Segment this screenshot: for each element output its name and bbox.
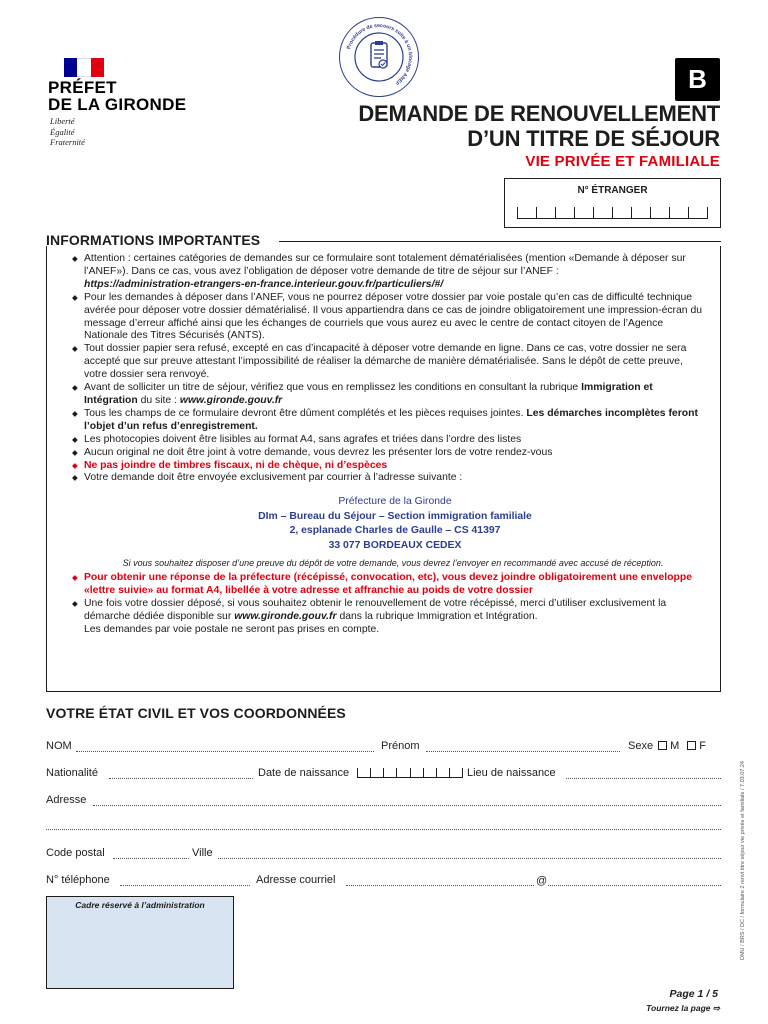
form-subtitle: VIE PRIVÉE ET FAMILIALE (525, 153, 720, 170)
numero-etranger-field[interactable] (517, 207, 708, 219)
nom-field[interactable] (76, 751, 374, 752)
page-number: Page 1 / 5 (669, 988, 718, 1000)
date-naissance-field[interactable] (357, 768, 463, 778)
postal-address (72, 485, 706, 553)
sexe-m-label: M (670, 740, 680, 752)
info-bullet-envelope-text: Pour obtenir une réponse de la préfecture (récépissé, convocation, etc), vous devez joindre obligatoirement une enveloppe «lettre suivie» au format A4, libellée à votre adresse et affranchie au poids de votre dossier (84, 572, 692, 597)
prenom-field[interactable] (426, 751, 620, 752)
nationalite-label: Nationalité (46, 767, 98, 779)
address-line-4: 33 077 BORDEAUX CEDEX (328, 539, 462, 551)
info-bullet-send (72, 472, 706, 485)
sexe-m-checkbox[interactable] (658, 741, 667, 750)
marianne-flag-logo (64, 58, 104, 77)
telephone-field[interactable] (120, 885, 250, 886)
gironde-site-link[interactable]: www.gironde.gouv.fr (179, 394, 283, 406)
info-bullet-anef (72, 253, 706, 292)
info-bullet-no-stamps-text: Ne pas joindre de timbres fiscaux, ni de chèque, ni d’espèces (84, 459, 388, 471)
info-bullet-fields (72, 408, 706, 434)
info-bullet-conditions-mid: du site : (137, 394, 180, 406)
anef-fallback-stamp-icon (339, 17, 419, 97)
address-line-1: Préfecture de la Gironde (338, 496, 452, 508)
info-heading: INFORMATIONS IMPORTANTES (46, 232, 261, 248)
info-bullet-photocopies (72, 434, 706, 447)
nom-label: NOM (46, 740, 72, 752)
info-bullet-recepisse-line2: Les demandes par voie postale ne seront pas prises en compte. (84, 623, 380, 635)
form-title-line1: DEMANDE DE RENOUVELLEMENT (358, 101, 720, 126)
nationalite-field[interactable] (109, 778, 253, 779)
telephone-label: N° téléphone (46, 874, 110, 886)
info-bullet-photocopies-text: Les photocopies doivent être lisibles au format A4, sans agrafes et triées dans l’ordre des listes (84, 433, 522, 445)
code-postal-label: Code postal (46, 847, 105, 859)
code-postal-field[interactable] (113, 858, 189, 859)
form-title-line2: D’UN TITRE DE SÉJOUR (467, 126, 720, 151)
prefet-title: PRÉFET DE LA GIRONDE (48, 78, 187, 114)
info-bullet-conditions (72, 382, 706, 408)
sexe-label: Sexe (628, 740, 654, 752)
info-bullet-recepisse-text: Une fois votre dossier déposé, si vous souhaitez obtenir le renouvellement de votre récépissé, merci d’utiliser exclusivement la démarche dédiée disponible sur (84, 598, 667, 623)
immigration-integration-label: Immigration et Intégration (84, 382, 653, 406)
info-content (72, 253, 706, 637)
adresse-field-line1[interactable] (93, 805, 721, 806)
info-bullet-recepisse-tail: dans la rubrique Immigration et Intégration. (336, 611, 538, 623)
ville-label: Ville (192, 847, 213, 859)
info-bullet-paper-refused (72, 343, 706, 382)
ville-field[interactable] (218, 858, 721, 859)
admin-reserved-label: Cadre réservé à l’administration (75, 900, 205, 910)
info-bullet-originals (72, 447, 706, 460)
adresse-label: Adresse (46, 794, 87, 806)
sexe-f-checkbox[interactable] (687, 741, 696, 750)
info-bullet-recepisse (72, 598, 706, 637)
courriel-field-user[interactable] (346, 885, 534, 886)
numero-etranger-box[interactable] (504, 178, 721, 228)
gironde-site-link-2[interactable]: www.gironde.gouv.fr (234, 611, 337, 623)
courriel-field-domain[interactable] (548, 885, 721, 886)
stamp-seal-icon (339, 17, 419, 97)
turn-page-hint: Tournez la page ⇨ (646, 1003, 720, 1013)
date-naissance-label: Date de naissance (258, 767, 350, 779)
republic-motto: Liberté Égalité Fraternité (50, 116, 85, 147)
courriel-label: Adresse courriel (256, 874, 336, 886)
info-bullet-conditions-text: Avant de solliciter un titre de séjour, vérifiez que vous en remplissez les conditions en consultant la rubrique (84, 382, 579, 394)
info-bullet-fields-warning: Les démarches incomplètes feront l’objet d’un refus d’enregistrement. (84, 407, 698, 432)
info-bullet-originals-text: Aucun original ne doit être joint à votre demande, vous devrez les présenter lors de votre rendez-vous (84, 446, 553, 458)
lieu-naissance-field[interactable] (566, 778, 721, 779)
info-bullet-postal-text: Pour les demandes à déposer dans l’ANEF, vous ne pourrez déposer votre dossier par voie postale qu’en cas de difficulté technique avérée pour déposer votre dossier dématérialisé. Il vous appartiendra dans ce cas de joindre obligatoirement une impression-écran du message d’erreur affiché ainsi que les échanges de courriels que vous aurez eu avec le centre de contact citoyen de l’Agence Nationale des Titres Sécurisés (ANTS). (84, 291, 703, 342)
recommande-note: Si vous souhaitez disposer d’une preuve du dépôt de votre demande, vous devrez l’envoyer en recommandé avec accusé de réception. (122, 558, 664, 569)
info-bullet-fields-text: Tous les champs de ce formulaire devront être dûment complétés et les pièces requises jointes. (84, 407, 527, 419)
lieu-naissance-label: Lieu de naissance (467, 767, 556, 779)
numero-etranger-label: N° ÉTRANGER (577, 185, 648, 196)
svg-text:Procédure de secours suite à u: Procédure de secours suite à un blocage ANEF (345, 22, 413, 86)
adresse-field-line2[interactable] (46, 829, 721, 830)
info-bullet-anef-text: Attention : certaines catégories de demandes sur ce formulaire sont totalement dématérialisées (mention «Demande à déposer sur l’ANEF»). Dans ce cas, vous avez l’obligation de déposer votre demande de titre de séjour sur l’ANEF : (84, 253, 686, 277)
address-line-3: 2, esplanade Charles de Gaulle – CS 41397 (289, 525, 501, 537)
at-sign: @ (536, 875, 548, 887)
document-reference: DMU / BRS / DC / formulaire 2 renvt titre séjour vie privée et familiale / 7.03.07.24 (740, 761, 746, 960)
info-bullet-no-stamps (72, 460, 706, 473)
admin-reserved-box (46, 896, 234, 989)
info-bullet-send-text: Votre demande doit être envoyée exclusivement par courrier à l’adresse suivante : (84, 472, 463, 484)
info-bullet-envelope (72, 572, 706, 598)
form-title (358, 101, 720, 151)
form-type-badge: B (675, 58, 720, 101)
info-heading-rule (279, 241, 721, 242)
civil-heading: VOTRE ÉTAT CIVIL ET VOS COORDONNÉES (46, 705, 346, 721)
prenom-label: Prénom (381, 740, 420, 752)
info-bullet-postal (72, 292, 706, 344)
address-line-2: DIm – Bureau du Séjour – Section immigration familiale (258, 510, 532, 522)
anef-link[interactable]: https://administration-etrangers-en-france.interieur.gouv.fr/particuliers/#/ (84, 278, 444, 290)
sexe-group (628, 740, 706, 753)
sexe-f-label: F (699, 740, 706, 752)
info-bullet-paper-text: Tout dossier papier sera refusé, excepté en cas d’incapacité à déposer votre demande en ligne. Dans ce cas, votre dossier ne sera accepté que sur preuve attestant l’impossibilité de réaliser la démarche de manière dématérialisée. Sans le dépôt de cette preuve, votre dossier sera renvoyé. (84, 343, 687, 381)
